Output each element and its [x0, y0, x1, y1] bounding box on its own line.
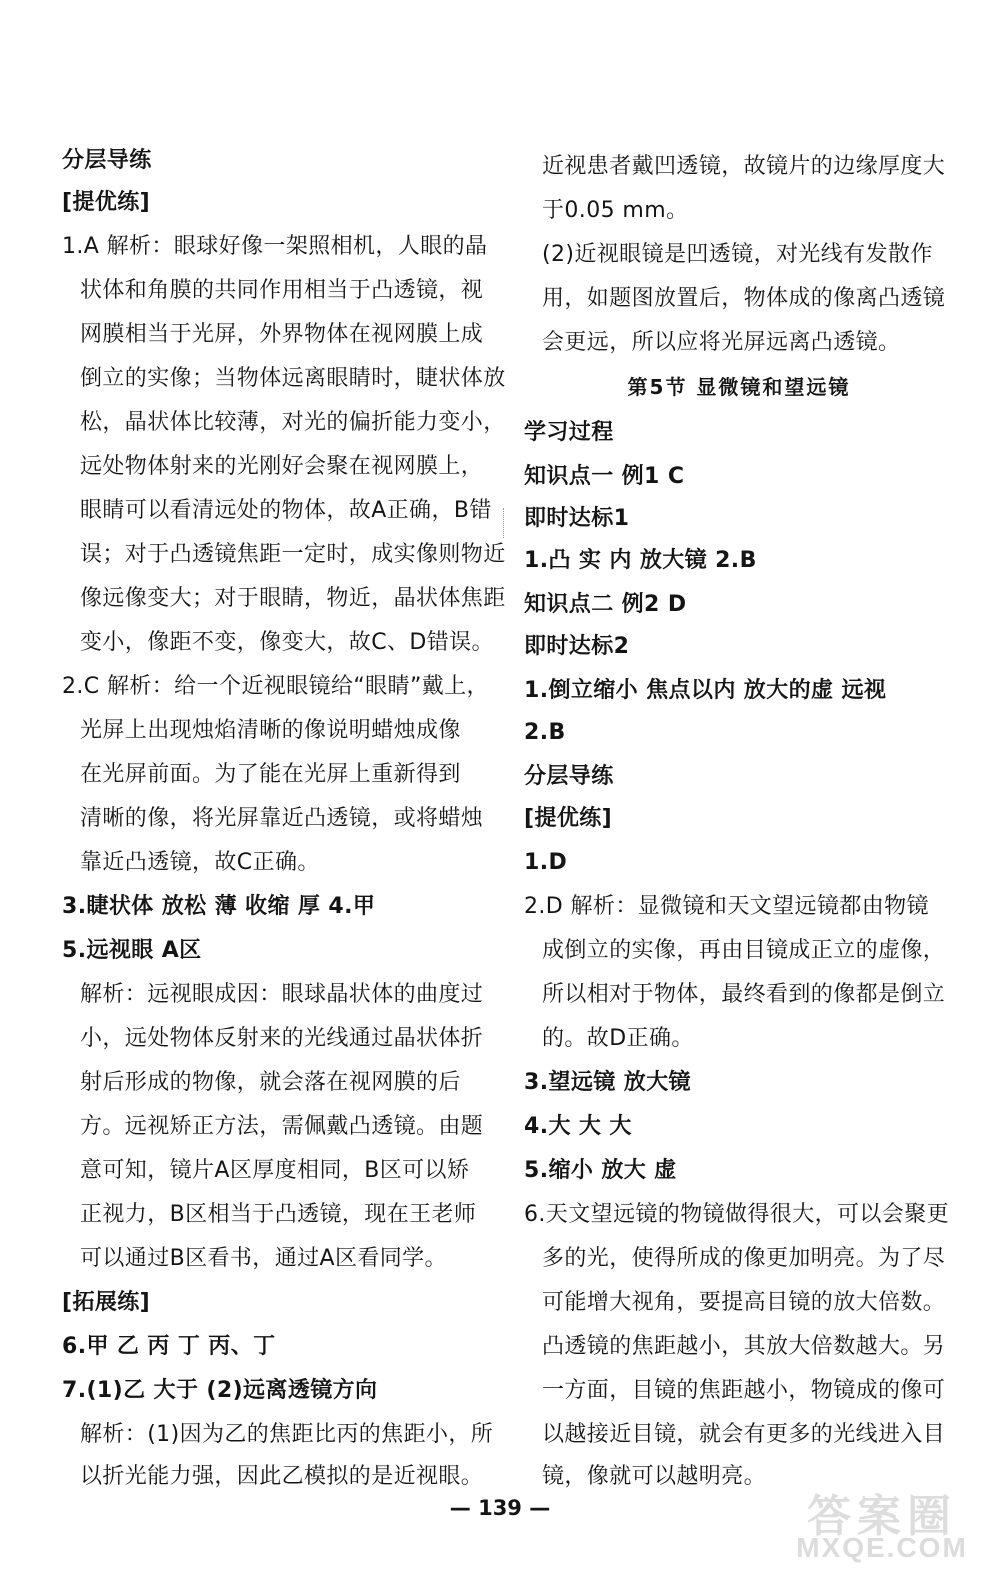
subsection-heading: [拓展练]: [62, 1290, 151, 1315]
answer-line: 松，晶状体比较薄，对光的偏折能力变小，: [80, 410, 506, 435]
column-divider: [503, 508, 504, 538]
watermark-logo: [772, 1480, 992, 1566]
answer-line: 以折光能力强，因此乙模拟的是近视眼。: [80, 1464, 484, 1489]
answer-line: 4.大 大 大: [524, 1114, 632, 1139]
answer-line: 一方面，目镜的焦距越小，物镜成的像可: [542, 1378, 946, 1403]
answer-line: 5.缩小 放大 虚: [524, 1158, 677, 1183]
answer-line: 3.望远镜 放大镜: [524, 1070, 691, 1095]
answer-line: 解析：(1)因为乙的焦距比丙的焦距小，所: [80, 1422, 494, 1447]
answer-line: 在光屏前面。为了能在光屏上重新得到: [80, 762, 461, 787]
section-heading: 分层导练: [524, 764, 614, 789]
answer-line: 知识点二 例2 D: [524, 592, 687, 617]
answer-line: 状体和角膜的共同作用相当于凸透镜，视: [80, 278, 484, 303]
answer-line: 变小，像距不变，像变大，故C、D错误。: [80, 630, 494, 655]
answer-line: 射后形成的物像，就会落在视网膜的后: [80, 1070, 461, 1095]
answer-line: 3.睫状体 放松 薄 收缩 厚 4.甲: [62, 894, 376, 919]
answer-line: 多的光，使得所成的像更加明亮。为了尽: [542, 1246, 946, 1271]
answer-line: 6.甲 乙 丙 丁 丙、丁: [62, 1334, 276, 1359]
answer-line: 1.凸 实 内 放大镜 2.B: [524, 548, 757, 573]
answer-line: 凸透镜的焦距越小，其放大倍数越大。另: [542, 1334, 946, 1359]
answer-line: 以越接近目镜，就会有更多的光线进入目: [542, 1422, 946, 1447]
answer-line: 于0.05 mm。: [542, 198, 689, 223]
answer-line: 2.D 解析：显微镜和天文望远镜都由物镜: [524, 894, 929, 919]
answer-line: 1.倒立缩小 焦点以内 放大的虚 远视: [524, 678, 887, 703]
subsection-heading: [提优练]: [62, 190, 151, 215]
answer-line: 2.B: [524, 720, 566, 745]
answer-line: 镜，像就可以越明亮。: [542, 1464, 767, 1489]
answer-line: 所以相对于物体，最终看到的像都是倒立: [542, 982, 946, 1007]
answer-line: 成倒立的实像，再由目镜成正立的虚像，: [542, 938, 946, 963]
answer-line: 知识点一 例1 C: [524, 464, 685, 489]
answer-line: 6.天文望远镜的物镜做得很大，可以会聚更: [524, 1202, 949, 1227]
answer-line: 网膜相当于光屏，外界物体在视网膜上成: [80, 322, 484, 347]
watermark-top-text: 答案圈: [807, 1492, 957, 1541]
page-number: — 139 —: [449, 1496, 551, 1520]
answer-line: 误；对于凸透镜焦距一定时，成实像则物近: [80, 542, 506, 567]
answer-line: 用，如题图放置后，物体成的像离凸透镜: [542, 286, 946, 311]
answer-line: 光屏上出现烛焰清晰的像说明蜡烛成像: [80, 718, 461, 743]
answer-line: 1.D: [524, 850, 568, 875]
answer-line: 意可知，镜片A区厚度相同，B区可以矫: [80, 1158, 470, 1183]
section-heading: 即时达标2: [524, 634, 630, 659]
answer-line: 解析：远视眼成因：眼球晶状体的曲度过: [80, 982, 484, 1007]
subsection-heading: [提优练]: [524, 806, 613, 831]
answer-line: 1.A 解析：眼球好像一架照相机，人眼的晶: [62, 234, 488, 259]
answer-line: 正视力，B区相当于凸透镜，现在王老师: [80, 1202, 477, 1227]
watermark-bottom-text: MXQE.COM: [796, 1532, 968, 1563]
answer-line: 倒立的实像；当物体远离眼睛时，睫状体放: [80, 366, 506, 391]
answer-line: 小，远处物体反射来的光线通过晶状体折: [80, 1026, 484, 1051]
answer-line: 近视患者戴凹透镜，故镜片的边缘厚度大: [542, 154, 946, 179]
answer-line: 可能增大视角，要提高目镜的放大倍数。: [542, 1290, 946, 1315]
answer-line: 2.C 解析：给一个近视眼镜给“眼睛”戴上，: [62, 674, 489, 699]
section-heading: 即时达标1: [524, 506, 630, 531]
answer-line: 远处物体射来的光刚好会聚在视网膜上，: [80, 454, 484, 479]
answer-line: (2)近视眼镜是凹透镜，对光线有发散作: [542, 242, 933, 267]
section-heading: 学习过程: [524, 420, 614, 445]
answer-line: 靠近凸透镜，故C正确。: [80, 850, 320, 875]
answer-line: 清晰的像，将光屏靠近凸透镜，或将蜡烛: [80, 806, 484, 831]
chapter-title: 第5节 显微镜和望远镜: [627, 375, 851, 399]
answer-line: 7.(1)乙 大于 (2)远离透镜方向: [62, 1378, 378, 1403]
answer-line: 方。远视矫正方法，需佩戴凸透镜。由题: [80, 1114, 484, 1139]
answer-line: 像远像变大；对于眼睛，物近，晶状体焦距: [80, 586, 506, 611]
answer-line: 5.远视眼 A区: [62, 938, 202, 963]
answer-line: 可以通过B区看书，通过A区看同学。: [80, 1246, 447, 1271]
section-heading: 分层导练: [62, 148, 152, 173]
answer-line: 会更远，所以应将光屏远离凸透镜。: [542, 330, 901, 355]
answer-line: 的。故D正确。: [542, 1026, 694, 1051]
answer-line: 眼睛可以看清远处的物体，故A正确，B错: [80, 498, 492, 523]
